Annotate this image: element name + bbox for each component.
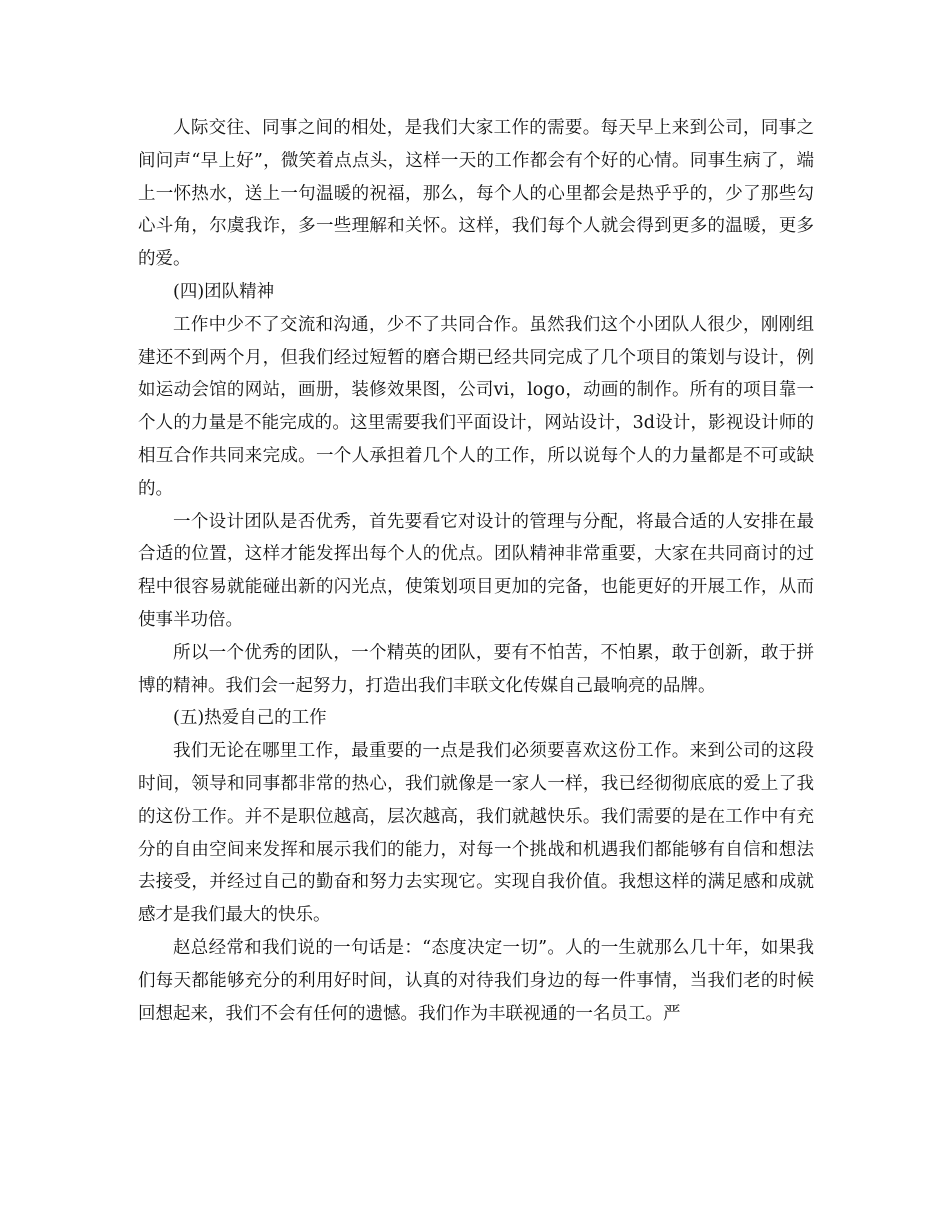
paragraph-teamwork: 工作中少不了交流和沟通，少不了共同合作。虽然我们这个小团队人很少，刚刚组建还不到两个月，但我们经过短暂的磨合期已经共同完成了几个项目的策划与设计，例如运动会馆的网站，画册，装修效果图，公司vi，logo，动画的制作。所有的项目靠一个人的力量是不能完成的。这里需要我们平面设计，网站设计，3d设计，影视设计师的相互合作共同来完成。一个人承担着几个人的工作，所以说每个人的力量都是不可或缺的。 xyxy=(138,314,814,499)
section-heading-team-spirit: (四)团队精神 xyxy=(173,281,275,302)
paragraph-design-team: 一个设计团队是否优秀，首先要看它对设计的管理与分配，将最合适的人安排在最合适的位置，这样才能发挥出每个人的优点。团队精神非常重要，大家在共同商讨的过程中很容易就能碰出新的闪光点，使策划项目更加的完备，也能更好的开展工作，从而使事半功倍。 xyxy=(138,511,814,630)
paragraph-attitude: 赵总经常和我们说的一句话是：“态度决定一切”。人的一生就那么几十年，如果我们每天都能够充分的利用好时间，认真的对待我们身边的每一件事情，当我们老的时候回想起来，我们不会有任何的遗憾。我们作为丰联视通的一名员工。严 xyxy=(138,937,814,1024)
section-heading-love-work: (五)热爱自己的工作 xyxy=(173,708,327,729)
paragraph-interpersonal: 人际交往、同事之间的相处，是我们大家工作的需要。每天早上来到公司，同事之间问声“早上好”，微笑着点点头，这样一天的工作都会有个好的心情。同事生病了，端上一怀热水，送上一句温暖的祝福，那么，每个人的心里都会是热乎乎的，少了那些勾心斗角，尔虞我诈，多一些理解和关怀。这样，我们每个人就会得到更多的温暖，更多的爱。 xyxy=(138,118,814,270)
document-body xyxy=(138,112,814,1030)
paragraph-love-work: 我们无论在哪里工作，最重要的一点是我们必须要喜欢这份工作。来到公司的这段时间，领导和同事都非常的热心，我们就像是一家人一样，我已经彻彻底底的爱上了我的这份工作。并不是职位越高，层次越高，我们就越快乐。我们需要的是在工作中有充分的自由空间来发挥和展示我们的能力，对每一个挑战和机遇我们都能够有自信和想法去接受，并经过自己的勤奋和努力去实现它。实现自我价值。我想这样的满足感和成就感才是我们最大的快乐。 xyxy=(138,741,814,926)
paragraph-excellent-team: 所以一个优秀的团队，一个精英的团队，要有不怕苦，不怕累，敢于创新，敢于拼博的精神。我们会一起努力，打造出我们丰联文化传媒自己最响亮的品牌。 xyxy=(138,642,814,696)
